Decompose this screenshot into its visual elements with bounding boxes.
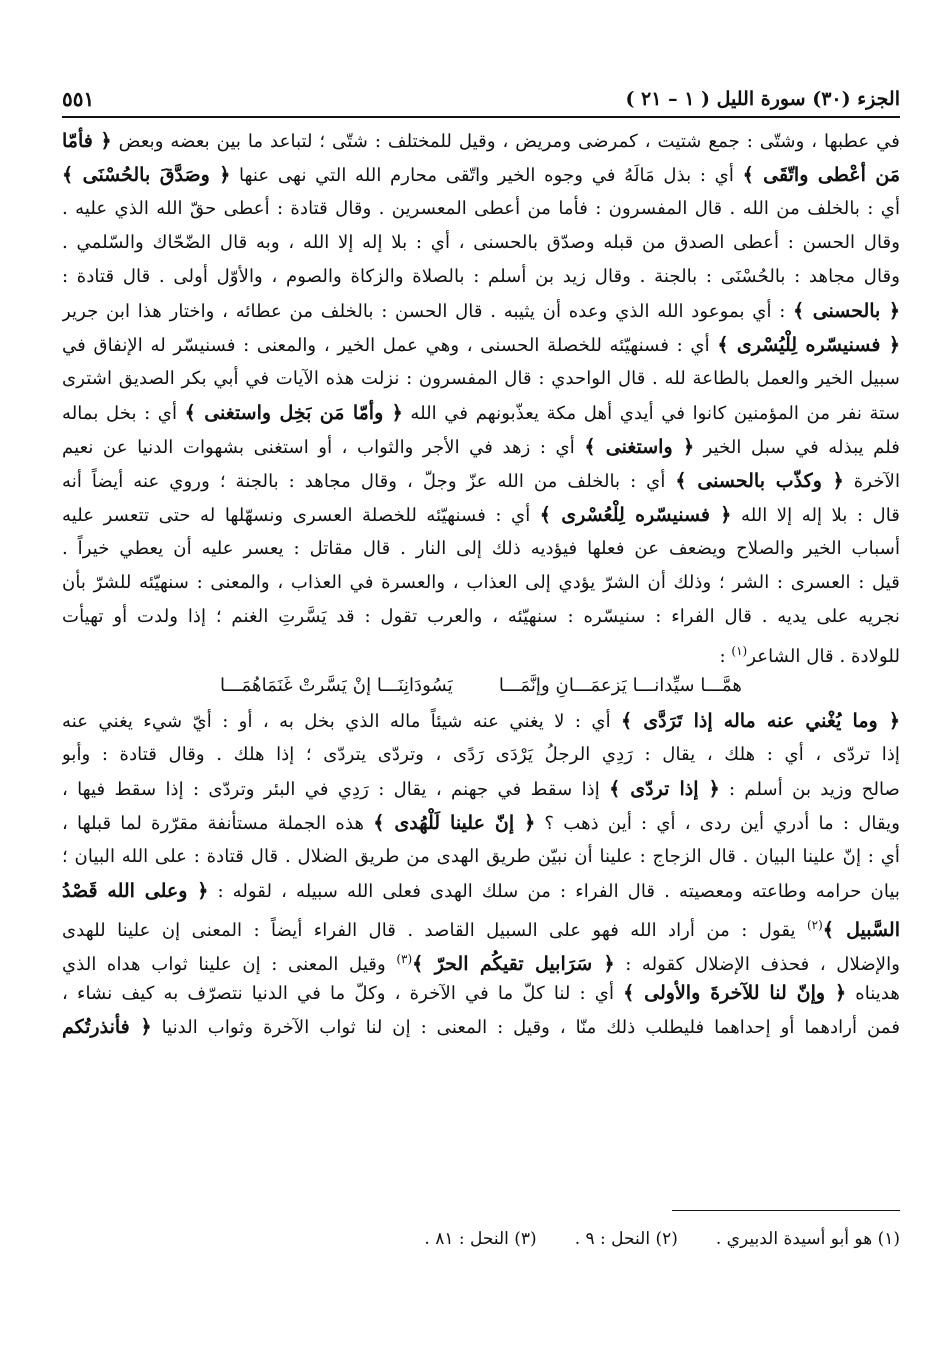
text-line	[62, 840, 900, 874]
text-block-2	[62, 704, 900, 1044]
text-body	[62, 124, 900, 1044]
line-text: أي : لنا كلّ ما في الآخرة ، وكلّ ما في الدنيا نتصرّف به كيف نشاء ،	[62, 983, 624, 1004]
text-line	[62, 362, 900, 396]
quran-quote: ﴿ إذا تردّى ﴾	[609, 778, 720, 800]
footnote-ref: (١)	[731, 644, 748, 658]
footnote-rule	[672, 1210, 900, 1211]
quran-quote: ﴿ واستغنى ﴾	[584, 436, 695, 458]
text-line	[62, 704, 900, 738]
line-text: هديناه	[846, 983, 900, 1004]
quran-quote: ﴿ بالحسنى ﴾	[793, 300, 900, 322]
text-line	[62, 498, 900, 532]
quran-quote: ﴿ وإنّ لنا للآخرةَ والأولى ﴾	[623, 982, 847, 1004]
text-line	[62, 396, 900, 430]
text-line	[62, 738, 900, 772]
verse-hemistich-right: همَّـــا سيِّدانـــا يَزعمَـــانِ وإنَّمَـــا	[498, 675, 742, 696]
line-text: أي : لا يغني عنه شيئاً ماله الذي بخل به ، أو : أيّ شيء يغني عنه	[62, 711, 621, 732]
line-text: إذا سقط في جهنم ، يقال : رَدِي في البئر وتردّى : إذا سقط فيها ،	[62, 779, 610, 800]
line-text: أي : زهد في الأجر والثواب ، أو استغنى بشهوات الدنيا عن نعيم	[62, 437, 585, 458]
quran-quote: ﴿ وصَدَّقَ بالحُسْنَى ﴾	[62, 164, 231, 186]
footnote-3: (٣) النحل : ٨١ .	[424, 1229, 537, 1249]
page-header	[62, 82, 900, 116]
line-text: سبيل الخير والعمل بالطاعة لله . قال الواحدي : قال المفسرون : نزلت هذه الآيات في أبي بكر الصديق اشترى	[62, 368, 900, 389]
text-line	[62, 464, 900, 498]
text-line	[62, 806, 900, 840]
line-text: ويقال : ما أدري أين ردى ، أي : أين ذهب ؟	[535, 813, 900, 834]
line-text: فلم يبذله في سبل الخير	[694, 437, 900, 458]
line-text: يقول : من أراد الله فهو على السبيل القاصد . قال الفراء أيضاً : المعنى إن علينا للهدى	[62, 920, 807, 942]
footnote-2: (٢) النحل : ٩ .	[574, 1229, 678, 1249]
footnote-line	[62, 1229, 900, 1249]
line-text: صالح وزيد بن أسلم :	[719, 779, 900, 800]
footnote-ref: (٣)	[396, 952, 413, 966]
quran-quote: ﴿ فأمّا	[62, 130, 112, 152]
quran-quote: ﴿ فسنيسّره لِلْعُسْرى ﴾	[539, 504, 732, 526]
line-text: أي : بالخلف من الله . قال المفسرون : فأما من أعطى المعسرين . وقال قتادة : أعطى حقّ الله الذي عليه .	[62, 198, 900, 219]
line-text: الآخرة	[843, 471, 900, 492]
text-line	[62, 260, 900, 294]
line-text: قال : بلا إله إلا الله	[731, 505, 900, 526]
line-text: وقال مجاهد : بالحُسْنَى : بالجنة . وقال زيد بن أسلم : بالصلاة والزكاة والصوم ، والأوّل أولى . قال قتادة :	[62, 266, 900, 287]
text-line	[62, 532, 900, 566]
text-line	[62, 158, 900, 192]
quran-quote: ﴿ وعلى الله قَصْدُ	[62, 880, 209, 902]
text-line	[62, 1010, 900, 1044]
text-line	[62, 908, 900, 942]
line-text: أسباب الخير والصلاح ويضعف عن فعلها فيؤديه ذلك إلى النار . قال مقاتل : يعسر عليه أن يعطي خيراً .	[62, 538, 900, 559]
quran-quote: ﴿ وأمّا مَن بَخِل واستغنى ﴾	[184, 402, 403, 424]
text-line	[62, 192, 900, 226]
page	[62, 82, 900, 1044]
line-text: هذه الجملة مستأنفة مقرّرة لما قبلها ،	[62, 813, 374, 834]
line-text: ستة نفر من المؤمنين كانوا في أيدي أهل مكة يعذّبونهم في الله	[402, 403, 900, 424]
text-line	[62, 772, 900, 806]
line-text: قيل : العسرى : الشر ؛ وذلك أن الشرّ يؤدي إلى العذاب ، والعسرة في العذاب ، والمعنى : سنهيّئه للشرّ بأن	[62, 572, 900, 593]
text-line	[62, 294, 900, 328]
line-text: وقال الحسن : أعطى الصدق من قبله وصدّق بالحسنى ، أي : بلا إله إلا الله ، وبه قال الضّحّاك والسّلمي .	[62, 232, 900, 253]
text-line	[62, 566, 900, 600]
line-text: فمن أرادهما أو إحداهما فليطلب ذلك منّا ، وقيل : المعنى : إن لنا ثواب الآخرة وثواب الدنيا	[151, 1017, 900, 1038]
line-text: وقيل المعنى : إن علينا ثواب هداه الذي	[62, 954, 397, 976]
line-text: أي : بالخلف من الله عزّ وجلّ ، وقال مجاهد : بالجنة ؛ وروي عنه أيضاً أنه	[62, 471, 676, 492]
text-line	[62, 226, 900, 260]
quran-quote: مَن أعْطى واتّقَى ﴾	[742, 164, 900, 186]
footnotes	[62, 1210, 900, 1249]
text-line	[62, 430, 900, 464]
line-text: بيان حرامه وطاعته ومعصيته . قال الفراء : من سلك الهدى فعلى الله سبيله ، لقوله :	[208, 881, 900, 902]
quran-quote: ﴿ سَرَابيل تقيكُم الحرّ ﴾	[412, 953, 615, 976]
line-text: نجريه على يديه . قال الفراء : سنيسّره : سنهيّئه ، والعرب تقول : قد يَسَّرتِ الغنم ؛ إذا ولدت أو تهيأت	[62, 606, 900, 627]
quran-quote: السَّبيل ﴾	[822, 919, 900, 942]
header-rule	[62, 116, 900, 118]
line-text: أي : فسنهيّئه للخصلة العسرى ونسهّلها له حتى تتعسر عليه	[62, 505, 540, 526]
line-text: أي : بذل مَالَهُ في وجوه الخير واتّقى محارم الله التي نهى عنها	[230, 165, 743, 186]
poetry-verse	[62, 668, 900, 704]
line-text: أي : إنّ علينا البيان . قال الزجاج : علينا أن نبيّن طريق الهدى من طريق الضلال . قال قتادة : على الله البيان ؛	[62, 846, 900, 867]
line-text: والإضلال ، فحذف الإضلال كقوله :	[614, 954, 900, 976]
page-number: ٥٥١	[62, 87, 95, 111]
text-line	[62, 124, 900, 158]
text-block-1	[62, 124, 900, 668]
text-line	[62, 634, 900, 668]
footnote-1: (١) هو أبو أسيدة الدبيري .	[715, 1229, 900, 1249]
quran-quote: ﴿ وما يُغْني عنه ماله إذا تَرَدَّى ﴾	[620, 710, 900, 732]
running-title: الجزء (٣٠) سورة الليل ( ١ – ٢١ )	[625, 88, 900, 110]
quran-quote: ﴿ فسنيسّره لِلْيُسْرى ﴾	[717, 334, 900, 356]
quran-quote: ﴿ فأنذرتُكم	[62, 1016, 152, 1038]
quran-quote: ﴿ إنّ علينا لَلْهُدى ﴾	[373, 812, 536, 834]
line-text: إذا تردّى ، أي : هلك ، يقال : رَدِي الرجلُ يَرْدَى رَدًى ، وتردّى يتردّى ؛ إذا هلك . وقال قتادة : وأبو	[62, 744, 900, 765]
verse-hemistich-left: يَسُودَانِنَـــا إنْ يَسَّرتْ غَنَمَاهُمَـــا	[220, 675, 453, 696]
line-text: : أي بموعود الله الذي وعده أن يثيبه . قال الحسن : بالخلف من عطائه ، واختار هذا ابن جرير	[62, 301, 794, 322]
text-line	[62, 976, 900, 1010]
line-text: أي : بخل بماله	[62, 403, 185, 424]
footnote-ref: (٢)	[806, 918, 823, 932]
quran-quote: ﴿ وكذّب بالحسنى ﴾	[675, 470, 844, 492]
line-text: للولادة . قال الشاعر	[747, 646, 900, 668]
text-line	[62, 874, 900, 908]
text-line	[62, 942, 900, 976]
line-text: أي : فسنهيّئه للخصلة الحسنى ، وهي عمل الخير ، والمعنى : فسنيسّر له الإنفاق في	[62, 335, 718, 356]
line-text: :	[719, 646, 732, 668]
line-text: في عطبها ، وشتّى : جمع شتيت ، كمرضى ومريض ، وقيل للمختلف : شتّى ؛ لتباعد ما بين بعضه وبعض	[111, 131, 900, 152]
text-line	[62, 328, 900, 362]
text-line	[62, 600, 900, 634]
